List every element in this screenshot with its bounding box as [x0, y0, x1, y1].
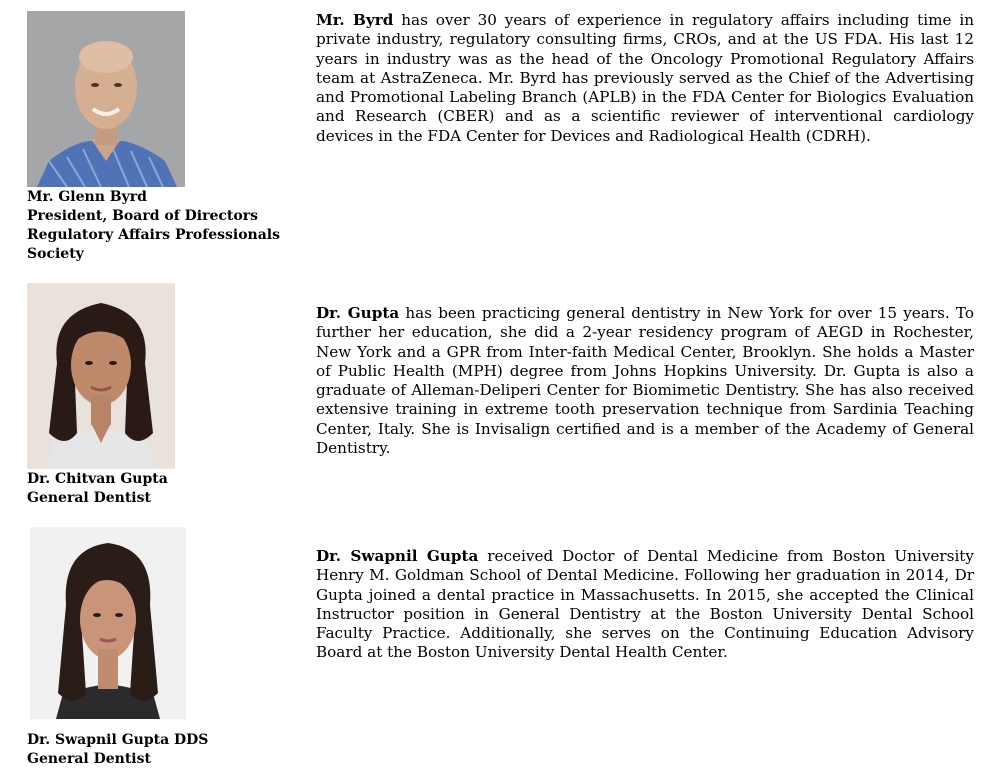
- profile-1-bio-name: Mr. Byrd: [316, 11, 394, 29]
- profile-1-title: President, Board of Directors: [27, 208, 258, 224]
- profile-1-bio-text: has over 30 years of experience in regulatory affairs including time in private industry, regulatory consulting firms, CROs, and at the US FDA. His last 12 years in industry was as the head of the Oncology Promotional Regulatory Affairs team at AstraZeneca. Mr. Byrd has previously served as the Chief of the Advertising and Promotional Labeling Branch (APLB) in the FDA Center for Biologics Evaluation and Research (CBER) and as a scientific reviewer of interventional cardiology devices in the FDA Center for Devices and Radiological Health (CDRH).: [316, 11, 975, 145]
- profile-1-caption: [27, 188, 280, 264]
- portrait-photo-woman-icon: [30, 527, 186, 719]
- profile-3-bio: [316, 547, 974, 663]
- profile-3-bio-text: received Doctor of Dental Medicine from Boston University Henry M. Goldman School of Dental Medicine. Following her graduation in 2014, Dr Gupta joined a dental practice in Massachusetts. In 2015, she accepted the Clinical Instructor position in General Dentistry at the Boston University Dental School Faculty Practice. Additionally, she serves on the Continuing Education Advisory Board at the Boston University Dental Health Center.: [316, 547, 974, 662]
- profile-2-bio-text: has been practicing general dentistry in New York for over 15 years. To further her education, she did a 2-year residency program of AEGD in Rochester, New York and a GPR from Inter-faith Medical Center, Brooklyn. She holds a Master of Public Health (MPH) degree from Johns Hopkins University. Dr. Gupta is also a graduate of Alleman-Deliperi Center for Biomimetic Dentistry. She has also received extensive training in extreme tooth preservation technique from Sardinia Teaching Center, Italy. She is Invisalign certified and is a member of the Academy of General Dentistry.: [316, 304, 974, 458]
- profile-1-name: Mr. Glenn Byrd: [27, 189, 147, 205]
- profile-2-bio-name: Dr. Gupta: [316, 304, 400, 322]
- profile-2-bio: [316, 304, 974, 458]
- portrait-photo-1: [27, 11, 185, 187]
- profile-1-org-line-2: Society: [27, 246, 84, 262]
- profile-3-name: Dr. Swapnil Gupta DDS: [27, 732, 209, 748]
- profile-2-caption: [27, 470, 168, 508]
- profile-2-title: General Dentist: [27, 490, 151, 506]
- profile-3-bio-name: Dr. Swapnil Gupta: [316, 547, 479, 565]
- portrait-photo-2: [27, 283, 175, 469]
- portrait-photo-man-icon: [27, 11, 185, 187]
- profile-2-name: Dr. Chitvan Gupta: [27, 471, 168, 487]
- profile-1-bio: [316, 11, 974, 146]
- portrait-photo-woman-icon: [27, 283, 175, 469]
- profile-3-caption: [27, 731, 208, 769]
- profile-3-title: General Dentist: [27, 751, 151, 767]
- portrait-photo-3: [30, 527, 186, 719]
- profile-1-org-line-1: Regulatory Affairs Professionals: [27, 227, 281, 243]
